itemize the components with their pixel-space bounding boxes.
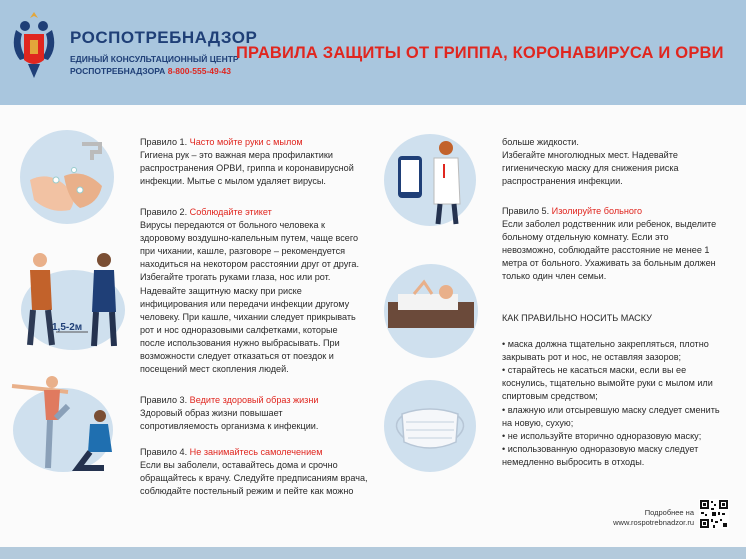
rule-2-line: человеку. При кашле, чихании следует прикрывать [140,311,356,322]
bottom-strip [0,547,746,559]
org-name: РОСПОТРЕБНАДЗОР [70,28,258,47]
mask-title: КАК ПРАВИЛЬНО НОСИТЬ МАСКУ [502,313,652,323]
rule-3-line: Здоровый образ жизни повышает [140,408,283,419]
rule-5 [502,205,742,284]
website-link[interactable]: www.rospotrebnadzor.ru [613,518,694,527]
rule-5-prefix: Правило 5. [502,206,550,216]
rule-5-line: Если заболел родственник или ребенок, выделите [502,219,717,230]
rule-4-line: соблюдайте постельный режим и пейте как можно [140,486,354,497]
org-subtitle: ЕДИНЫЙ КОНСУЛЬТАЦИОННЫЙ ЦЕНТР [70,54,239,64]
two-people-icon [18,240,128,355]
rule-1-line: инфекции. Мытье с мылом удаляет вирусы. [140,176,326,187]
mask-line: спиртовым средством; [502,391,598,402]
rule-3-heading [140,394,380,407]
yoga-illustration [8,372,118,474]
rule-4-continuation [502,136,742,188]
mask-line: • не используйте вторично одноразовую маску; [502,430,702,441]
hotline-phone: 8-800-555-49-43 [167,66,232,76]
mask-line: коснулись, тщательно вымойте руки с мылом или [502,378,713,389]
rule-1-prefix: Правило 1. [140,137,188,147]
mask-illustration [384,380,476,472]
distance-illustration [18,240,128,355]
org-subtitle-text: РОСПОТРЕБНАДЗОРА [70,66,166,76]
rule-1 [140,136,380,188]
mask-line: • использованную одноразовую маску следует [502,443,699,454]
mask-line: немедленно выбросить в отходы. [502,456,645,467]
doctor-illustration [384,134,476,226]
rule-4 [140,446,380,498]
emblem-icon [8,8,60,90]
qr-code-icon[interactable] [699,499,729,529]
rule-2-line: при чихании, кашле, разговоре – рекомендуется [140,246,346,257]
rule-5-title: Изолируйте больного [551,206,643,216]
rule-2-line: находиться на некотором расстоянии друг от друга. [140,259,359,270]
rule-3-title: Ведите здоровый образ жизни [189,395,319,405]
header [0,0,746,105]
org-subtitle-phone [70,66,231,76]
rule-5-heading [502,205,742,218]
rule-4-line: Если вы заболели, оставайтесь дома и срочно [140,460,338,471]
mask-line: на новую, сухую; [502,417,574,428]
sick-person-illustration [384,264,478,358]
rule-5-line: невозможно, соблюдайте расстояние не менее 1 [502,245,710,256]
rule-4-line: обращайтесь к врачу. Следуйте предписаниям врача, [140,473,368,484]
continuation-line: гигиеническую маску для снижения риска [502,163,679,174]
face-mask-icon [384,380,476,472]
rule-4-title: Не занимайтесь самолечением [189,447,323,457]
continuation-line: Избегайте многолюдных мест. Надевайте [502,150,678,161]
rule-2-line: Избегайте трогать руками глаза, нос или рот. [140,272,331,283]
rule-1-title: Часто мойте руки с мылом [189,137,303,147]
mask-line: • старайтесь не касаться маски, если вы ее [502,365,687,376]
rule-4-prefix: Правило 4. [140,447,188,457]
rule-3-line: сопротивляемость организма к инфекции. [140,421,319,432]
rule-5-line: метра от больного. Ухаживать за больным должен [502,258,716,269]
exercise-icon [8,372,118,474]
rule-3-prefix: Правило 3. [140,395,188,405]
distance-label: 1,5-2м [52,322,83,333]
rule-2-line: инфицирования или передачи инфекции другому [140,298,350,309]
rule-1-line: распространения ОРВИ, гриппа и коронавирусной [140,163,354,174]
rule-1-heading [140,136,380,149]
continuation-line: распространения инфекции. [502,176,623,187]
rule-2-line: здоровому воздушно-капельным путем, чаще всего [140,233,359,244]
rule-2-prefix: Правило 2. [140,207,188,217]
more-label: Подробнее на [644,508,694,517]
handwash-illustration [20,130,114,224]
rule-2-heading [140,206,380,219]
mask-section [502,312,742,469]
rule-5-line: только один член семьи. [502,271,607,282]
rule-5-line: больному отдельную комнату. Если это [502,232,669,243]
mask-line: • влажную или отсыревшую маску следует сменить [502,404,720,415]
rule-2-line: Надевайте защитную маску при риске [140,285,302,296]
bed-patient-icon [384,264,478,358]
page-title: ПРАВИЛА ЗАЩИТЫ ОТ ГРИППА, КОРОНАВИРУСА И ОРВИ [236,44,724,62]
rule-2 [140,206,380,376]
rule-4-heading [140,446,380,459]
rule-3 [140,394,380,433]
continuation-line: больше жидкости. [502,137,579,147]
rule-2-line: после использования нужно выбрасывать. При [140,337,340,348]
more-info [580,508,694,528]
mask-line: • маска должна тщательно закрепляться, плотно [502,339,709,350]
rule-2-line: возможности следует отказаться от поездок и [140,351,334,362]
rule-2-line: рот и нос одноразовыми салфетками, которые [140,324,338,335]
rule-1-line: Гигиена рук – это важная мера профилактики [140,150,333,161]
rule-2-line: посещений мест скопления людей. [140,364,289,375]
rule-2-line: Вирусы передаются от больного человека к [140,220,326,231]
doctor-phone-icon [384,134,476,226]
rule-2-title: Соблюдайте этикет [189,207,272,217]
handwash-icon [20,130,114,224]
mask-line: закрывать рот и нос, не оставляя зазоров; [502,352,682,363]
